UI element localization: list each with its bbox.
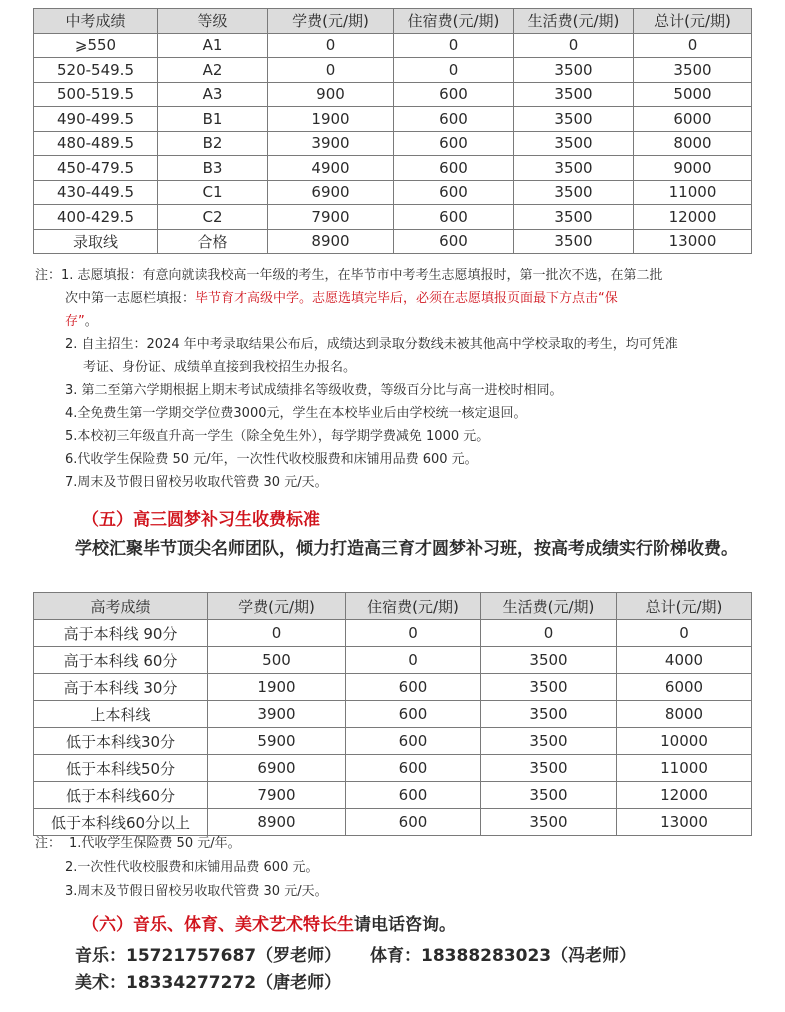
column-header: 住宿费(元/期) <box>346 593 481 620</box>
table-cell: 8900 <box>268 229 394 254</box>
table-row <box>34 674 752 701</box>
note-4: 4.全免费生第一学期交学位费3000元，学生在本校毕业后由学校统一核定退回。 <box>65 406 527 421</box>
table-cell: 600 <box>346 701 481 728</box>
table-row <box>34 701 752 728</box>
table-cell: 高于本科线 30分 <box>34 674 208 701</box>
section-5-intro: 学校汇聚毕节顶尖名师团队，倾力打造高三育才圆梦补习班，按高考成绩实行阶梯收费。 <box>75 539 738 559</box>
column-header: 学费(元/期) <box>208 593 346 620</box>
table-cell: 900 <box>268 82 394 107</box>
table-cell: 600 <box>394 205 514 230</box>
table-cell: 3500 <box>514 180 634 205</box>
column-header: 生活费(元/期) <box>514 9 634 34</box>
table-row <box>34 728 752 755</box>
note-text: 次中第一志愿栏填报： <box>65 291 196 306</box>
table-cell: 高于本科线 60分 <box>34 647 208 674</box>
table-cell: 3500 <box>481 782 617 809</box>
table-cell: 600 <box>394 107 514 132</box>
table-cell: 3500 <box>481 674 617 701</box>
table-cell: 10000 <box>617 728 752 755</box>
table-cell: 3500 <box>481 647 617 674</box>
contact-music: 音乐：15721757687（罗老师） <box>75 946 342 966</box>
table-cell: 11000 <box>617 755 752 782</box>
note-prefix: 注： <box>35 268 62 283</box>
column-header: 住宿费(元/期) <box>394 9 514 34</box>
table-cell: 4000 <box>617 647 752 674</box>
table-cell: 合格 <box>158 229 268 254</box>
column-header: 高考成绩 <box>34 593 208 620</box>
table-cell: 8900 <box>208 809 346 836</box>
table-cell: 7900 <box>208 782 346 809</box>
table-cell: 低于本科线60分 <box>34 782 208 809</box>
table-row <box>34 647 752 674</box>
table-row <box>34 107 752 132</box>
note-6: 6.代收学生保险费 50 元/年，一次性代收校服费和床铺用品费 600 元。 <box>65 452 478 467</box>
table-cell: ⩾550 <box>34 33 158 58</box>
table-cell: 0 <box>394 33 514 58</box>
table-cell: C2 <box>158 205 268 230</box>
table-cell: 13000 <box>617 809 752 836</box>
table-cell: 3500 <box>481 701 617 728</box>
table-cell: 430-449.5 <box>34 180 158 205</box>
table-cell: 低于本科线60分以上 <box>34 809 208 836</box>
table-cell: 500-519.5 <box>34 82 158 107</box>
table-cell: 0 <box>346 647 481 674</box>
table-row <box>34 755 752 782</box>
table-cell: C1 <box>158 180 268 205</box>
table-row <box>34 205 752 230</box>
table-cell: 600 <box>394 82 514 107</box>
table-cell: 600 <box>394 131 514 156</box>
table-cell: 0 <box>346 620 481 647</box>
table-cell: 6900 <box>268 180 394 205</box>
column-header: 生活费(元/期) <box>481 593 617 620</box>
note-1 <box>35 264 765 287</box>
note-1 <box>35 832 328 856</box>
table-cell: B3 <box>158 156 268 181</box>
table-cell: 600 <box>394 156 514 181</box>
note-text: 。 <box>84 314 98 329</box>
table-cell: 0 <box>208 620 346 647</box>
table-cell: 11000 <box>634 180 752 205</box>
note-1-cont <box>35 287 765 310</box>
note-2-cont: 考证、身份证、成绩单直接到我校招生办报名。 <box>83 360 357 375</box>
table-cell: 1900 <box>208 674 346 701</box>
table-header-row <box>34 9 752 34</box>
table-row <box>34 229 752 254</box>
table-row <box>34 156 752 181</box>
table-row <box>34 180 752 205</box>
table-cell: A1 <box>158 33 268 58</box>
note-text: 1.代收学生保险费 50 元/年。 <box>69 836 241 851</box>
table-cell: 3900 <box>208 701 346 728</box>
notes-repeat-students <box>35 832 328 904</box>
table-cell: 600 <box>346 674 481 701</box>
column-header: 总计(元/期) <box>617 593 752 620</box>
table-cell: 3500 <box>514 82 634 107</box>
table-cell: 3500 <box>481 728 617 755</box>
note-7: 7.周末及节假日留校另收取代管费 30 元/天。 <box>65 475 328 490</box>
table-cell: 600 <box>346 809 481 836</box>
table-cell: 上本科线 <box>34 701 208 728</box>
table-cell: A2 <box>158 58 268 83</box>
note-2: 2.一次性代收校服费和床铺用品费 600 元。 <box>65 860 319 875</box>
table-cell: 6900 <box>208 755 346 782</box>
table-header-row <box>34 593 752 620</box>
table-cell: 600 <box>346 782 481 809</box>
note-highlight: 存” <box>65 314 85 329</box>
table-cell: 6000 <box>634 107 752 132</box>
note-1-end <box>35 310 765 333</box>
fee-table-repeat-students <box>33 592 752 836</box>
table-cell: 0 <box>514 33 634 58</box>
table-cell: 低于本科线50分 <box>34 755 208 782</box>
table-cell: 450-479.5 <box>34 156 158 181</box>
table-cell: 3500 <box>481 809 617 836</box>
table-cell: 490-499.5 <box>34 107 158 132</box>
table-cell: 520-549.5 <box>34 58 158 83</box>
table-row <box>34 33 752 58</box>
table-cell: 7900 <box>268 205 394 230</box>
table-row <box>34 620 752 647</box>
table-cell: 3500 <box>481 755 617 782</box>
table-cell: 3500 <box>514 205 634 230</box>
table-row <box>34 82 752 107</box>
table-cell: 6000 <box>617 674 752 701</box>
table-cell: 9000 <box>634 156 752 181</box>
table-row <box>34 782 752 809</box>
table-cell: 3500 <box>514 131 634 156</box>
table-cell: 高于本科线 90分 <box>34 620 208 647</box>
table-cell: 3500 <box>634 58 752 83</box>
table-cell: 0 <box>481 620 617 647</box>
table-cell: 5000 <box>634 82 752 107</box>
table-cell: B2 <box>158 131 268 156</box>
section-6-title-red: （六）音乐、体育、美术艺术特长生 <box>82 915 354 935</box>
section-5-title: （五）高三圆梦补习生收费标准 <box>82 510 320 530</box>
table-cell: 0 <box>617 620 752 647</box>
contact-art: 美术：18334277272（唐老师） <box>75 973 342 993</box>
table-cell: 400-429.5 <box>34 205 158 230</box>
section-6-title-rest: 请电话咨询。 <box>354 915 456 935</box>
table-cell: 12000 <box>617 782 752 809</box>
table-row <box>34 58 752 83</box>
note-5: 5.本校初三年级直升高一学生（除全免生外），每学期学费减免 1000 元。 <box>65 429 490 444</box>
table-cell: 600 <box>394 180 514 205</box>
table-cell: 8000 <box>617 701 752 728</box>
note-text: 1. 志愿填报：有意向就读我校高一年级的考生，在毕节市中考考生志愿填报时，第一批次不选，在第二批 <box>61 268 663 283</box>
note-prefix: 注： <box>35 836 62 851</box>
table-cell: 600 <box>346 755 481 782</box>
table-cell: 录取线 <box>34 229 158 254</box>
table-cell: B1 <box>158 107 268 132</box>
column-header: 等级 <box>158 9 268 34</box>
note-highlight: 毕节育才高级中学。志愿选填完毕后，必须在志愿填报页面最下方点击“保 <box>195 291 618 306</box>
table-cell: 600 <box>394 229 514 254</box>
table-cell: 500 <box>208 647 346 674</box>
table-cell: 5900 <box>208 728 346 755</box>
table-cell: 3500 <box>514 229 634 254</box>
table-cell: A3 <box>158 82 268 107</box>
note-3: 3. 第二至第六学期根据上期末考试成绩排名等级收费，等级百分比与高一进校时相同。 <box>65 383 563 398</box>
table-cell: 1900 <box>268 107 394 132</box>
table-cell: 3500 <box>514 58 634 83</box>
table-cell: 3900 <box>268 131 394 156</box>
fee-table-grade10 <box>33 8 752 254</box>
table-cell: 0 <box>394 58 514 83</box>
table-cell: 0 <box>634 33 752 58</box>
table-cell: 13000 <box>634 229 752 254</box>
table-cell: 12000 <box>634 205 752 230</box>
note-2: 2. 自主招生：2024 年中考录取结果公布后，成绩达到录取分数线未被其他高中学校录取的考生，均可凭准 <box>65 337 678 352</box>
table-cell: 480-489.5 <box>34 131 158 156</box>
table-cell: 600 <box>346 728 481 755</box>
column-header: 总计(元/期) <box>634 9 752 34</box>
table-cell: 3500 <box>514 107 634 132</box>
contact-sports: 体育：18388283023（冯老师） <box>370 946 637 966</box>
table-cell: 0 <box>268 33 394 58</box>
table-cell: 4900 <box>268 156 394 181</box>
column-header: 中考成绩 <box>34 9 158 34</box>
note-3: 3.周末及节假日留校另收取代管费 30 元/天。 <box>65 884 328 899</box>
table-cell: 3500 <box>514 156 634 181</box>
table-row <box>34 131 752 156</box>
table-cell: 0 <box>268 58 394 83</box>
column-header: 学费(元/期) <box>268 9 394 34</box>
notes-grade10 <box>35 264 765 494</box>
section-6-title <box>82 910 456 935</box>
table-cell: 8000 <box>634 131 752 156</box>
table-cell: 低于本科线30分 <box>34 728 208 755</box>
